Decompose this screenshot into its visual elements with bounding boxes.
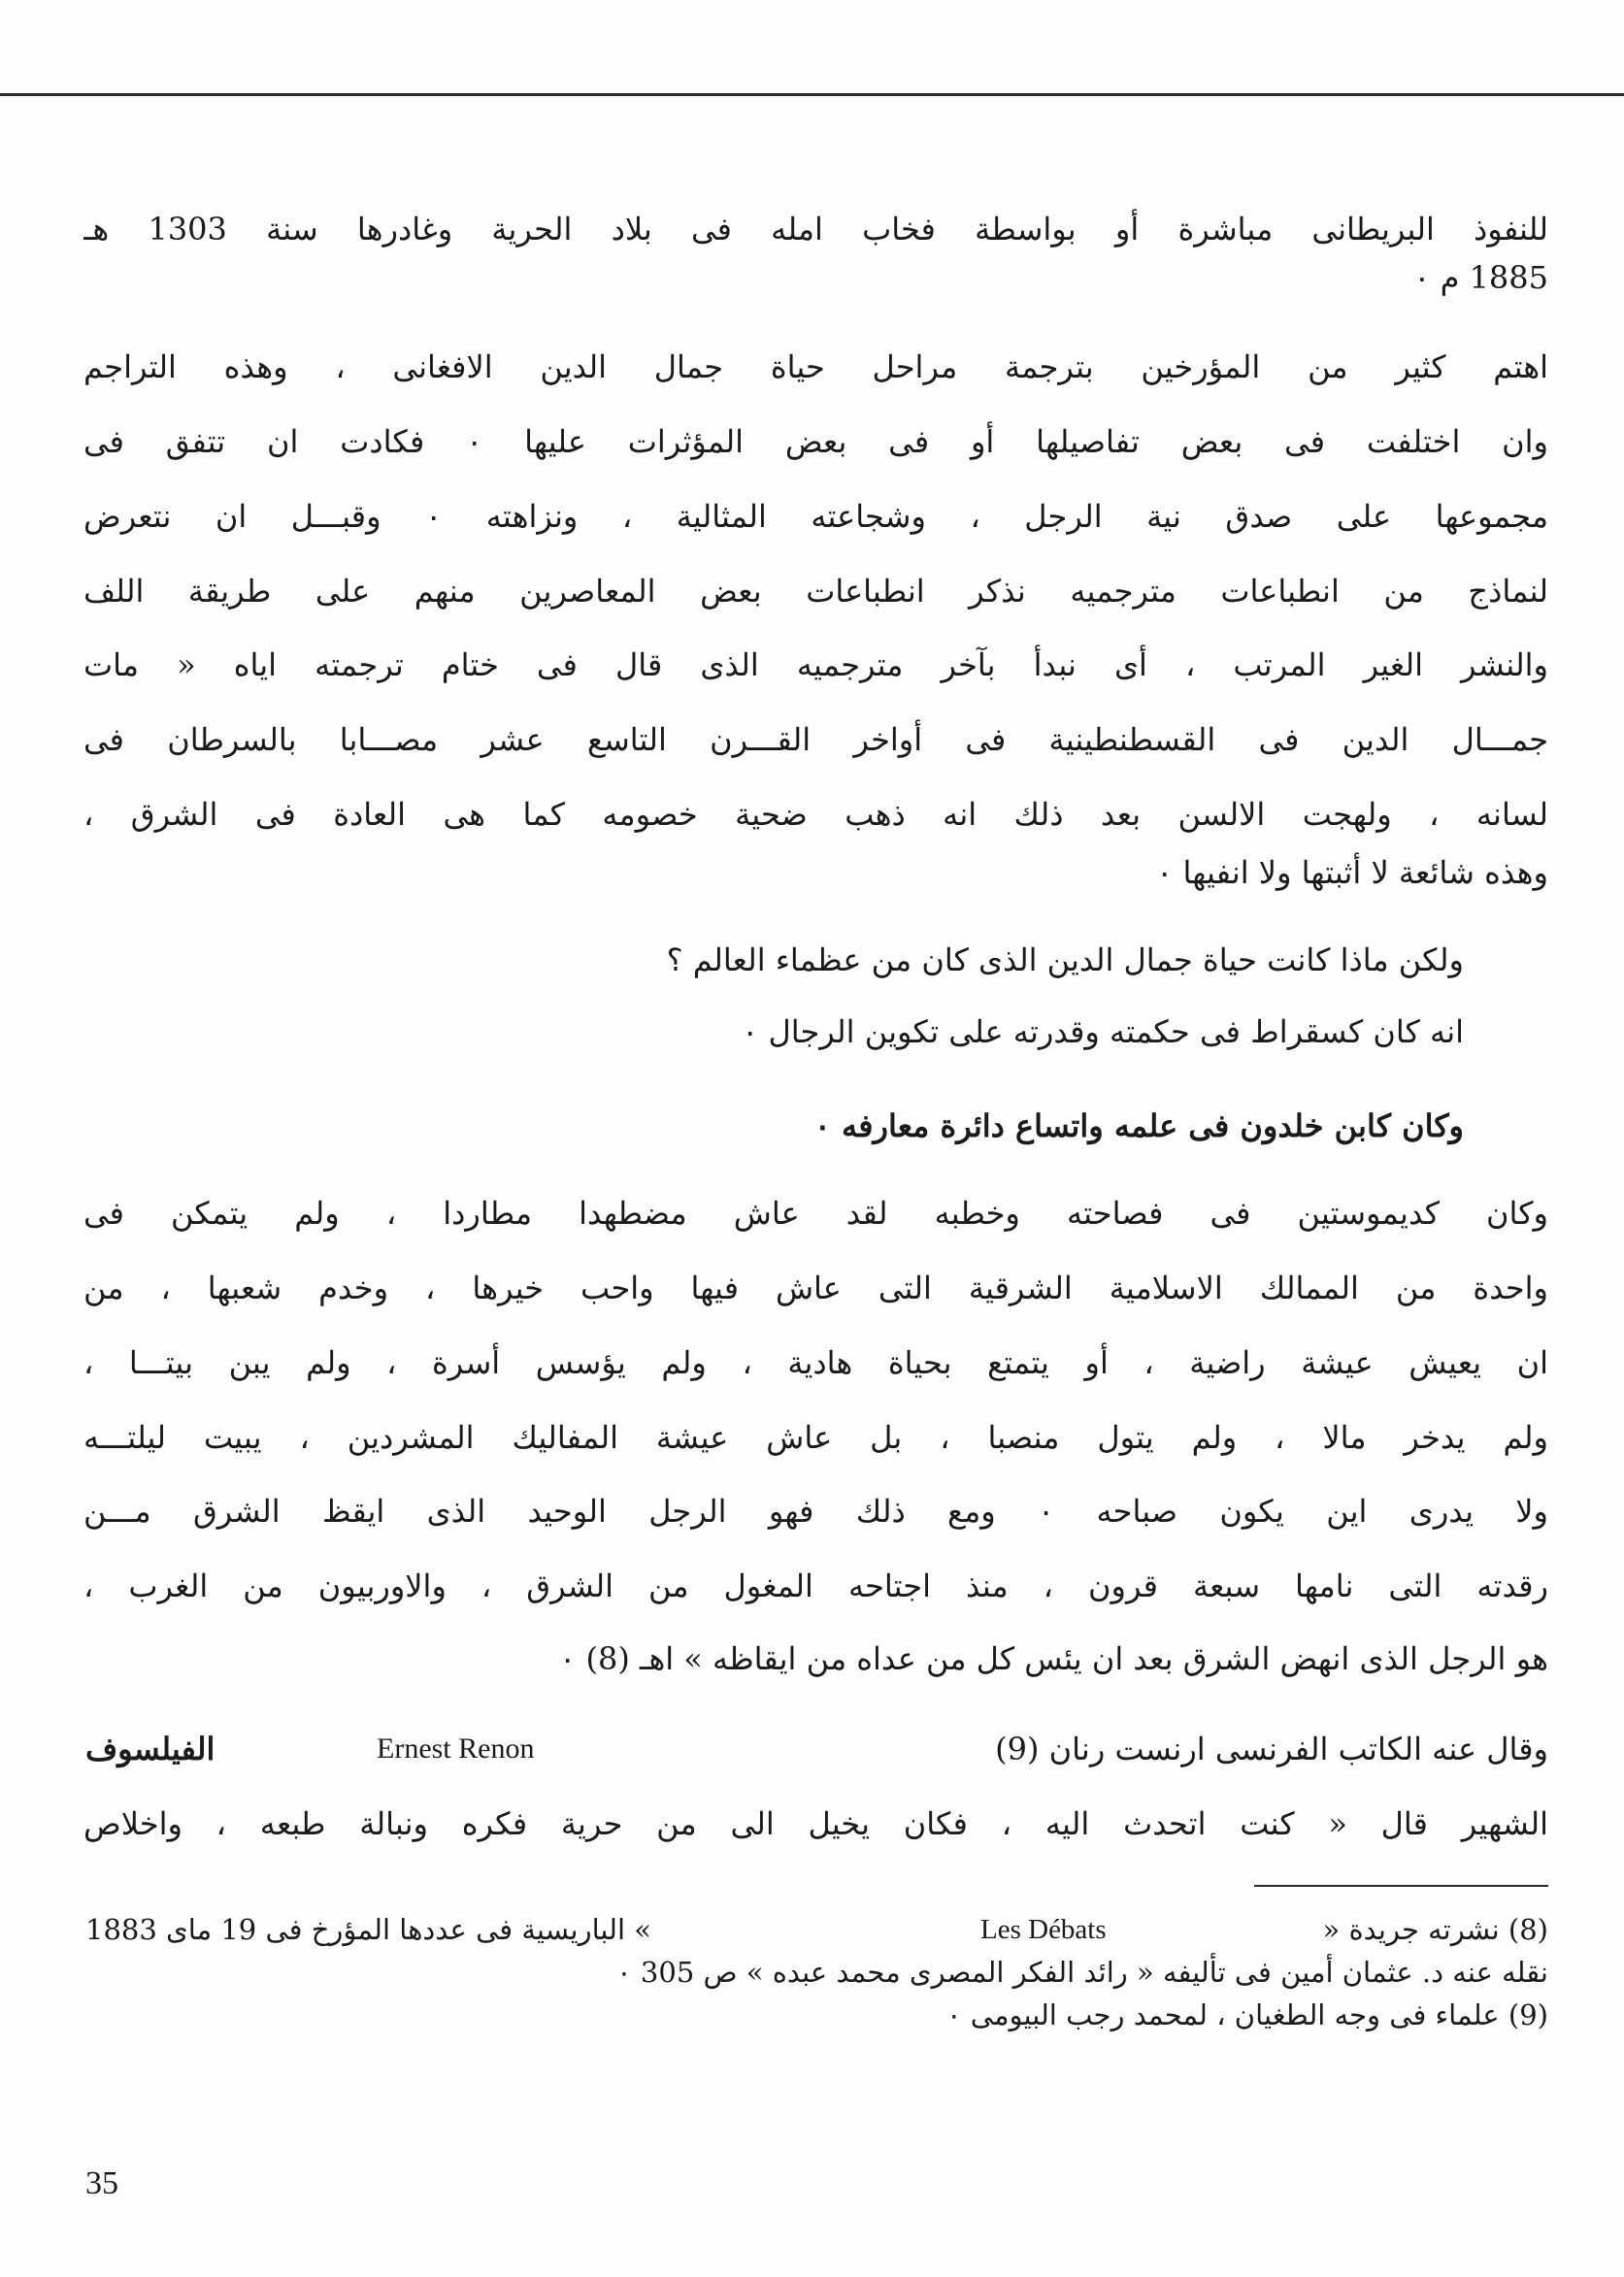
paragraph-line: الشهير قال « كنت اتحدث اليه ، فكان يخيل الى من حرية فكره ونبالة طبعه ، واخلاص bbox=[83, 1805, 1548, 1842]
paragraph-line: لنماذج من انطباعات مترجميه نذكر انطباعات بعض المعاصرين منهم على طريقة اللف bbox=[83, 573, 1548, 610]
paragraph-line: وقال عنه الكاتب الفرنسى ارنست رنان (9) bbox=[995, 1731, 1548, 1767]
paragraph-line: وكان كابن خلدون فى علمه واتساع دائرة معارفه ٠ bbox=[813, 1107, 1464, 1144]
paragraph-line: هو الرجل الذى انهض الشرق بعد ان يئس كل من عداه من ايقاظه » اهـ (8) ٠ bbox=[559, 1640, 1548, 1677]
footnote-line: نقله عنه د. عثمان أمين فى تأليفه « رائد الفكر المصرى محمد عبده » ص 305 ٠ bbox=[616, 1956, 1548, 1989]
paragraph-line: واحدة من الممالك الاسلامية الشرقية التى عاش فيها واحب خيرها ، وخدم شعبها ، من bbox=[83, 1270, 1548, 1306]
paragraph-line: وكان كديموستين فى فصاحته وخطبه لقد عاش مضطهدا مطاردا ، ولم يتمكن فى bbox=[83, 1195, 1548, 1232]
page-number: 35 bbox=[85, 2165, 118, 2201]
paragraph-line: رقدته التى نامها سبعة قرون ، منذ اجتاحه المغول من الشرق ، والاوربيون من الغرب ، bbox=[83, 1568, 1548, 1604]
footnote-line: (9) علماء فى وجه الطغيان ، لمحمد رجب البيومى ٠ bbox=[945, 1998, 1548, 2031]
header-rule bbox=[0, 93, 1624, 96]
paragraph-line: ولكن ماذا كانت حياة جمال الدين الذى كان من عظماء العالم ؟ bbox=[666, 941, 1464, 978]
latin-title: Les Débats bbox=[980, 1914, 1107, 1945]
footnote-line: » الباريسية فى عددها المؤرخ فى 19 ماى 1883 bbox=[85, 1913, 652, 1946]
latin-name: Ernest Renon bbox=[377, 1732, 535, 1765]
paragraph-line: وان اختلفت فى بعض تفاصيلها أو فى بعض المؤثرات عليها ٠ فكادت ان تتفق فى bbox=[83, 423, 1548, 460]
paragraph-line: ولم يدخر مالا ، ولم يتول منصبا ، بل عاش عيشة المفاليك المشردين ، يبيت ليلتـــه bbox=[83, 1419, 1548, 1456]
paragraph-line: انه كان كسقراط فى حكمته وقدرته على تكوين الرجال ٠ bbox=[742, 1013, 1464, 1050]
paragraph-line: جمـــال الدين فى القسطنطينية فى أواخر القـــرن التاسع عشر مصـــابا بالسرطان فى bbox=[83, 721, 1548, 758]
paragraph-line: مجموعها على صدق نية الرجل ، وشجاعته المثالية ، ونزاهته ٠ وقبـــل ان نتعرض bbox=[83, 498, 1548, 535]
footnote-line: (8) نشرته جريدة « bbox=[1322, 1913, 1548, 1946]
paragraph-line: والنشر الغير المرتب ، أى نبدأ بآخر مترجميه الذى قال فى ختام ترجمته اياه « مات bbox=[83, 646, 1548, 683]
paragraph-line: ولا يدرى اين يكون صباحه ٠ ومع ذلك فهو الرجل الوحيد الذى ايقظ الشرق مـــن bbox=[83, 1493, 1548, 1530]
paragraph-line: اهتم كثير من المؤرخين بترجمة مراحل حياة جمال الدين الافغانى ، وهذه التراجم bbox=[83, 348, 1548, 385]
paragraph-line: وهذه شائعة لا أثبتها ولا انفيها ٠ bbox=[1156, 854, 1548, 891]
paragraph-line: للنفوذ البريطانى مباشرة أو بواسطة فخاب امله فى بلاد الحرية وغادرها سنة 1303 هـ bbox=[83, 211, 1548, 248]
paragraph-line: الفيلسوف bbox=[85, 1731, 215, 1767]
paragraph-line: ان يعيش عيشة راضية ، أو يتمتع بحياة هادية ، ولم يؤسس أسرة ، ولم يبن بيتـــا ، bbox=[83, 1344, 1548, 1381]
footnote-rule bbox=[1254, 1885, 1548, 1887]
paragraph-line: لسانه ، ولهجت الالسن بعد ذلك انه ذهب ضحية خصومه كما هى العادة فى الشرق ، bbox=[83, 796, 1548, 833]
paragraph-line: 1885 م ٠ bbox=[1413, 259, 1548, 296]
